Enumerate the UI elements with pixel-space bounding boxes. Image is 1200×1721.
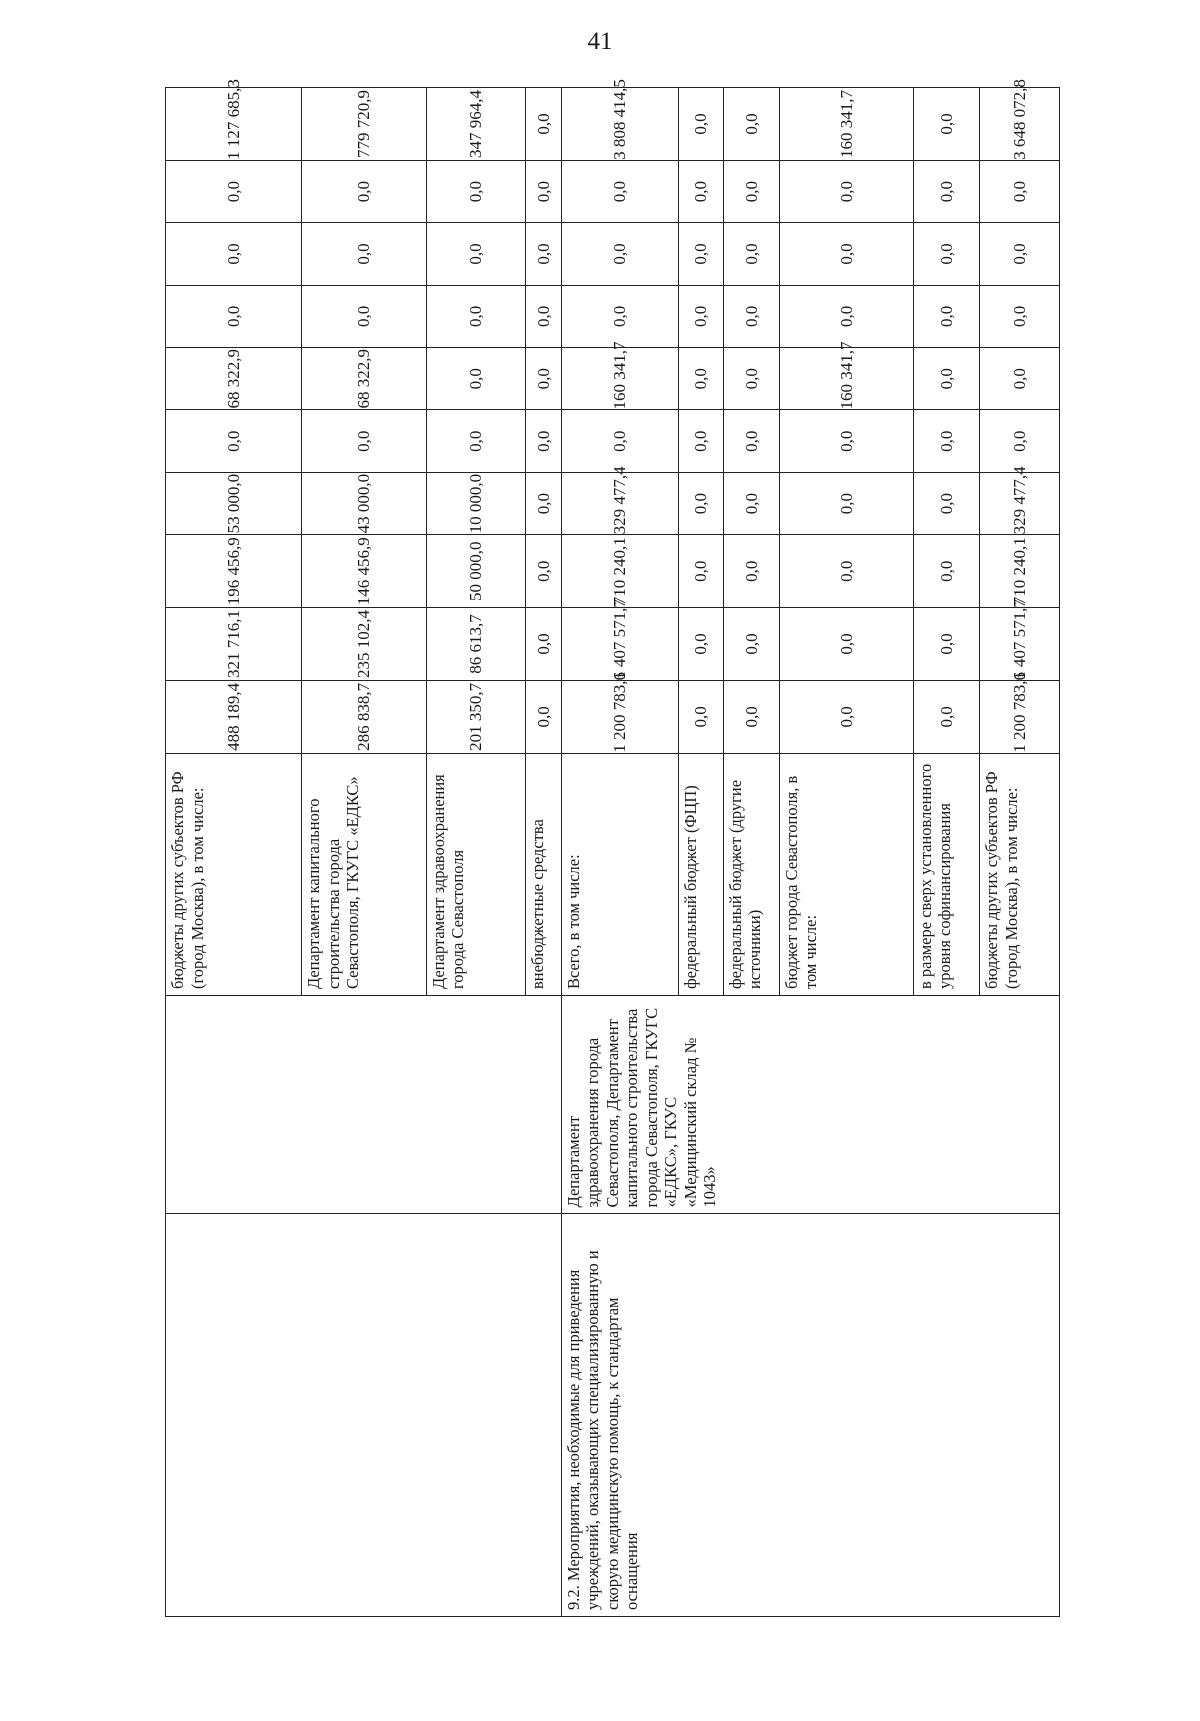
year-value-cell: 43 000,0 [302,472,427,534]
year-value-cell: 0,0 [678,680,723,753]
year-value-cell: 0,0 [525,160,561,222]
total-value-cell: 0,0 [678,88,723,161]
total-value-cell: 0,0 [913,88,979,161]
year-value-cell: 0,0 [525,223,561,285]
event-name-cell: 9.2. Мероприятия, необходимые для приведения учреждений, оказывающих специализированную и скорую медицинскую помощь, к стандартам оснащения [561,1214,1059,1617]
year-value-cell: 10 000,0 [426,472,525,534]
year-value-cell: 1 407 571,7 [561,608,678,681]
year-value-cell: 0,0 [723,608,779,681]
year-value-cell: 0,0 [166,223,302,285]
year-value-cell: 0,0 [166,410,302,472]
year-value-cell: 0,0 [779,285,913,347]
year-value-cell: 201 350,7 [426,680,525,753]
year-value-cell: 0,0 [723,410,779,472]
year-value-cell: 0,0 [723,680,779,753]
year-value-cell: 0,0 [913,680,979,753]
year-value-cell: 50 000,0 [426,535,525,608]
year-value-cell: 710 240,1 [980,535,1060,608]
year-value-cell: 68 322,9 [302,348,427,410]
year-value-cell: 329 477,4 [561,472,678,534]
funding-source-label: бюджет города Севастополя, в том числе: [779,753,913,995]
year-value-cell: 0,0 [913,160,979,222]
year-value-cell: 0,0 [525,608,561,681]
year-value-cell: 160 341,7 [779,348,913,410]
year-value-cell: 0,0 [678,608,723,681]
year-value-cell: 0,0 [913,535,979,608]
funding-source-label: федеральный бюджет (ФЦП) [678,753,723,995]
funding-source-label: бюджеты других субъектов РФ (город Москва), в том числе: [980,753,1060,995]
year-value-cell: 0,0 [166,285,302,347]
year-value-cell: 0,0 [561,160,678,222]
table-body [166,79,1060,1617]
year-value-cell: 0,0 [980,285,1060,347]
executor-cell: Департамент здравоохранения города Севастополя, Департамент капитального строительства города Севастополя, ГКУГС «ЕДКС», ГКУС «Медицинский склад № 1043» [561,996,1059,1214]
year-value-cell: 0,0 [723,223,779,285]
year-value-cell: 0,0 [779,535,913,608]
year-value-cell: 0,0 [980,223,1060,285]
year-value-cell: 0,0 [561,223,678,285]
year-value-cell: 1 407 571,7 [980,608,1060,681]
table-row [166,88,302,1617]
year-value-cell: 0,0 [723,472,779,534]
year-value-cell: 0,0 [723,285,779,347]
year-value-cell: 0,0 [525,680,561,753]
year-value-cell: 0,0 [913,472,979,534]
year-value-cell: 0,0 [678,285,723,347]
total-value-cell: 347 964,4 [426,88,525,161]
funding-source-label: Всего, в том числе: [561,753,678,995]
year-value-cell: 0,0 [913,608,979,681]
year-value-cell: 0,0 [913,223,979,285]
year-value-cell: 0,0 [779,608,913,681]
year-value-cell: 0,0 [723,535,779,608]
year-value-cell: 0,0 [779,410,913,472]
total-value-cell: 3 808 414,5 [561,88,678,161]
year-value-cell: 0,0 [561,410,678,472]
total-value-cell: 160 341,7 [779,88,913,161]
funding-source-label: бюджеты других субъектов РФ (город Москва), в том числе: [166,753,302,995]
year-value-cell: 0,0 [525,410,561,472]
year-value-cell: 0,0 [779,680,913,753]
year-value-cell: 0,0 [525,348,561,410]
funding-source-label: федеральный бюджет (другие источники) [723,753,779,995]
year-value-cell: 0,0 [166,160,302,222]
year-value-cell: 1 200 783,6 [980,680,1060,753]
total-value-cell: 779 720,9 [302,88,427,161]
year-value-cell: 0,0 [779,223,913,285]
year-value-cell: 0,0 [426,285,525,347]
year-value-cell: 196 456,9 [166,535,302,608]
year-value-cell: 0,0 [678,410,723,472]
total-value-cell: 0,0 [525,88,561,161]
funding-source-label: в размере сверх установленного уровня софинансирования [913,753,979,995]
year-value-cell: 0,0 [302,223,427,285]
year-value-cell: 0,0 [302,410,427,472]
total-value-cell: 1 127 685,3 [166,88,302,161]
year-value-cell: 0,0 [723,348,779,410]
year-value-cell: 0,0 [678,160,723,222]
year-value-cell: 0,0 [302,160,427,222]
executor-cell-prev [166,996,562,1214]
year-value-cell: 488 189,4 [166,680,302,753]
year-value-cell: 86 613,7 [426,608,525,681]
year-value-cell: 0,0 [913,285,979,347]
year-value-cell: 0,0 [913,410,979,472]
year-value-cell: 0,0 [678,348,723,410]
year-value-cell: 235 102,4 [302,608,427,681]
year-value-cell: 0,0 [426,410,525,472]
year-value-cell: 0,0 [723,160,779,222]
year-value-cell: 0,0 [525,535,561,608]
funding-source-label: внебюджетные средства [525,753,561,995]
year-value-cell: 0,0 [678,472,723,534]
page-number: 41 [587,28,613,55]
year-value-cell: 68 322,9 [166,348,302,410]
year-value-cell: 710 240,1 [561,535,678,608]
total-value-cell: 3 648 072,8 [980,88,1060,161]
year-value-cell: 146 456,9 [302,535,427,608]
year-value-cell: 0,0 [678,535,723,608]
year-value-cell: 0,0 [561,285,678,347]
event-cell-prev [166,1214,562,1617]
table-row [561,88,678,1617]
year-value-cell: 0,0 [426,160,525,222]
budget-table-region [165,79,1060,1617]
year-value-cell: 0,0 [913,348,979,410]
year-value-cell: 0,0 [302,285,427,347]
funding-source-label: Департамент капитального строительства города Севастополя, ГКУГС «ЕДКС» [302,753,427,995]
year-value-cell: 329 477,4 [980,472,1060,534]
total-value-cell: 0,0 [723,88,779,161]
year-value-cell: 0,0 [426,223,525,285]
year-value-cell: 0,0 [980,348,1060,410]
year-value-cell: 0,0 [678,223,723,285]
rotated-table-container [165,79,1060,1617]
year-value-cell: 0,0 [426,348,525,410]
year-value-cell: 0,0 [525,472,561,534]
year-value-cell: 53 000,0 [166,472,302,534]
funding-source-label: Департамент здравоохранения города Севастополя [426,753,525,995]
year-value-cell: 1 200 783,6 [561,680,678,753]
budget-table [165,79,1060,1617]
year-value-cell: 321 716,1 [166,608,302,681]
year-value-cell: 0,0 [980,410,1060,472]
year-value-cell: 0,0 [779,472,913,534]
year-value-cell: 160 341,7 [561,348,678,410]
year-value-cell: 0,0 [779,160,913,222]
year-value-cell: 0,0 [980,160,1060,222]
year-value-cell: 0,0 [525,285,561,347]
year-value-cell: 286 838,7 [302,680,427,753]
